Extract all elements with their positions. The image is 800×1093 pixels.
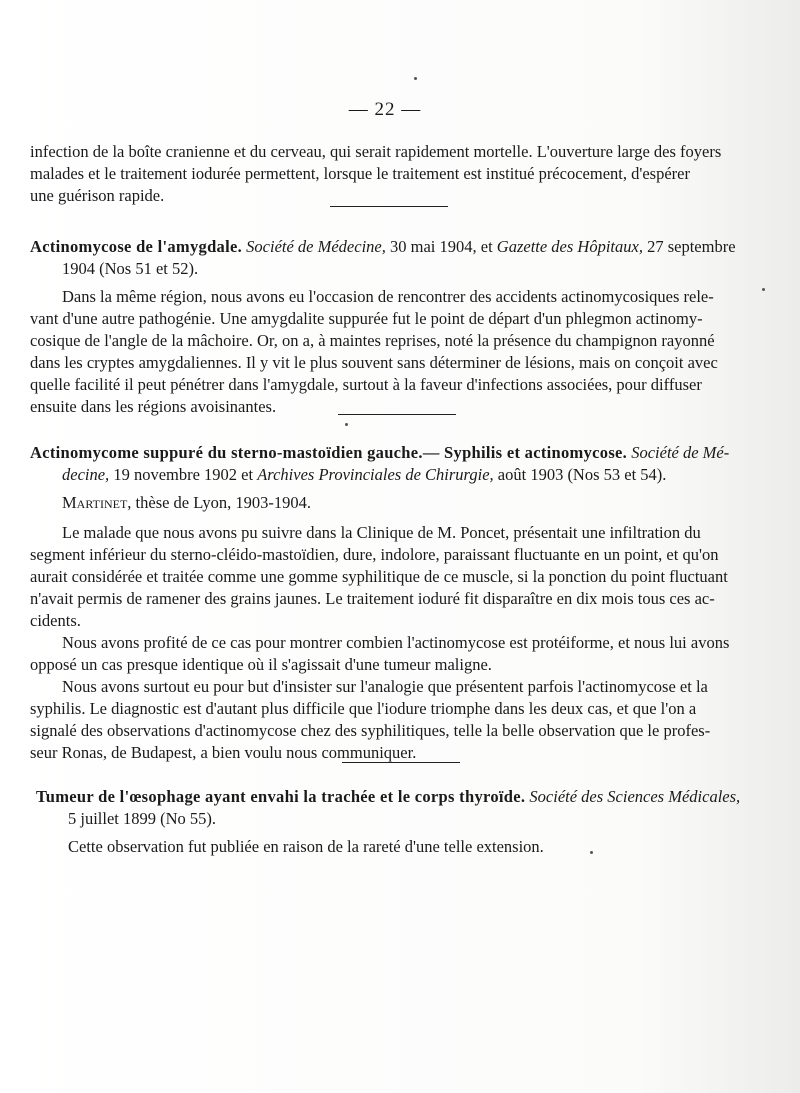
body-line: n'avait permis de ramener des grains jaunes. Le traitement ioduré fit disparaître en dix mois tous ces ac- [30,589,715,608]
body-line: signalé des observations d'actinomycose chez des syphilitiques, telle la belle observation que le profes- [30,721,711,740]
body-line: seur Ronas, de Budapest, a bien voulu nous communiquer. [30,743,417,762]
body-line: vant d'une autre pathogénie. Une amygdalite suppurée fut le point de départ d'un phlegmon actinomy- [30,309,703,328]
reference-continued: 1904 (Nos 51 et 52). [62,259,199,278]
section-amygdale [30,236,760,418]
scan-speck [762,288,765,291]
body-line: Nous avons profité de ce cas pour montrer combien l'actinomycose est protéiforme, et nous lui avons [62,633,730,652]
body-line: opposé un cas presque identique où il s'agissait d'une tumeur maligne. [30,655,492,674]
section-divider [342,762,460,763]
author-line [30,492,760,514]
body-line: Le malade que nous avons pu suivre dans la Clinique de M. Poncet, présentait une infiltration du [62,523,701,542]
section-heading [30,442,760,464]
reference-date: 27 septembre [642,237,736,256]
intro-paragraph [30,141,755,207]
body-line: dans les cryptes amygdaliennes. Il y vit le plus souvent sans déterminer de lésions, mais on conçoit avec [30,353,718,372]
section-divider [338,414,456,415]
section-divider [330,206,448,207]
intro-line-1: infection de la boîte cranienne et du cerveau, qui serait rapidement mortelle. L'ouverture large des foyers [30,142,722,161]
scan-speck [590,851,593,854]
author-name: Martinet [62,493,128,512]
reference-journal: Société de Médecine, [246,237,386,256]
reference-date: août 1903 (Nos 53 et 54). [493,465,667,484]
section-sterno-mastoidien [30,442,760,764]
section-oesophage [36,786,764,858]
reference-date: 19 novembre 1902 et [109,465,258,484]
author-thesis: , thèse de Lyon, 1903-1904. [127,493,312,512]
body-line: syphilis. Le diagnostic est d'autant plus difficile que l'iodure triomphe dans les deux cas, et que l'on a [30,699,697,718]
section-title: Actinomycome suppuré du sterno-mastoïdien gauche.— Syphilis et actinomycose. [30,443,628,462]
reference-journal: Société de Mé- [631,443,730,462]
reference-continued: 5 juillet 1899 (No 55). [68,809,217,828]
body-line: Nous avons surtout eu pour but d'insister sur l'analogie que présentent parfois l'actinomycose et la [62,677,708,696]
body-line: cosique de l'angle de la mâchoire. Or, on a, à maintes reprises, noté la présence du champignon rayonné [30,331,715,350]
reference-journal: Gazette des Hôpitaux, [496,237,643,256]
reference-journal: Société des Sciences Médicales, [529,787,741,806]
body-line: Dans la même région, nous avons eu l'occasion de rencontrer des accidents actinomycosiques rele- [62,287,714,306]
reference-date: 30 mai 1904, et [385,237,497,256]
scan-speck [414,77,417,80]
intro-line-3: une guérison rapide. [30,186,165,205]
body-line: ensuite dans les régions avoisinantes. [30,397,277,416]
intro-line-2: malades et le traitement iodurée permettent, lorsque le traitement est institué précocement, d'espérer [30,164,690,183]
body-line: segment inférieur du sterno-cléido-mastoïdien, dure, indolore, paraissant fluctuante en un point, et qu'on [30,545,719,564]
page-number: — 22 — [348,99,422,120]
body-line: aurait considérée et traitée comme une gomme syphilitique de ce muscle, si la ponction du point fluctuant [30,567,728,586]
section-title: Tumeur de l'œsophage ayant envahi la trachée et le corps thyroïde. [36,787,526,806]
reference-continued [30,464,760,486]
reference-journal: decine, [62,465,110,484]
section-heading [30,236,760,258]
section-title: Actinomycose de l'amygdale. [30,237,243,256]
body-line: cidents. [30,611,81,630]
body-line: quelle facilité il peut pénétrer dans l'amygdale, surtout à la faveur d'infections associées, pour diffuser [30,375,702,394]
reference-journal: Archives Provinciales de Chirurgie, [257,465,494,484]
body-line: Cette observation fut publiée en raison de la rareté d'une telle extension. [68,837,544,856]
section-heading [36,786,764,808]
scan-speck [345,423,348,426]
